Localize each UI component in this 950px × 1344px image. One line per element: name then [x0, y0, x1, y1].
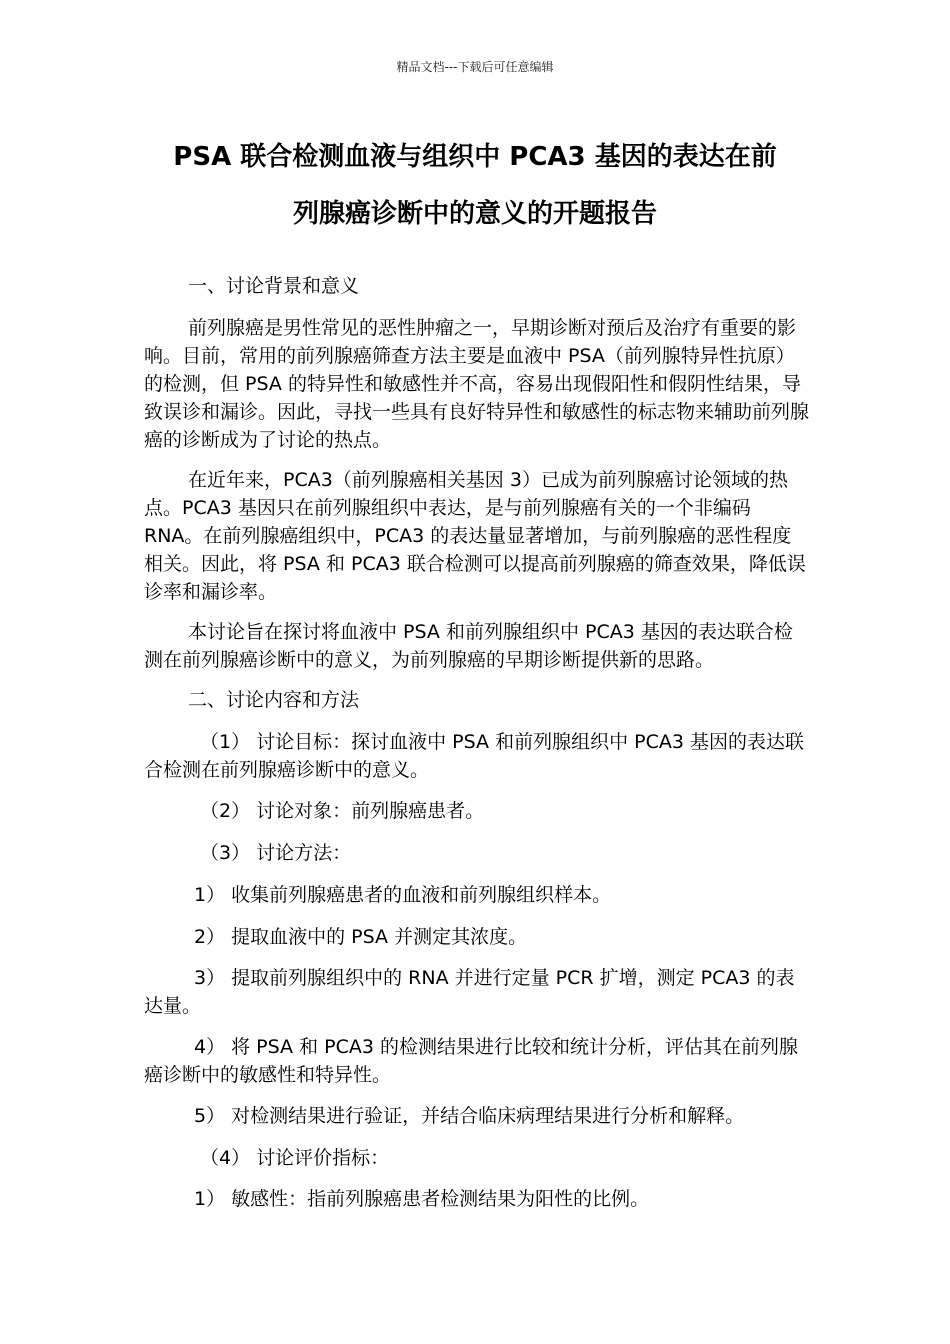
method-step-3: 3） 提取前列腺组织中的 RNA 并进行定量 PCR 扩增，测定 PCA3 的表达量。 [144, 967, 795, 1017]
section-1-paragraph-2: 在近年来，PCA3（前列腺癌相关基因 3）已成为前列腺癌讨论领域的热点。PCA3 基因只在前列腺组织中表达，是与前列腺癌有关的一个非编码 RNA。在前列腺癌组织中，PCA3 的表达量显著增加，与前列腺癌的恶性程度相关。因此，将 PSA 和 PCA3 联合检测可以提高前列腺癌的筛查效果，降低误诊率和漏诊率。 [144, 469, 806, 603]
section-1-paragraph-3: 本讨论旨在探讨将血液中 PSA 和前列腺组织中 PCA3 基因的表达联合检测在前列腺癌诊断中的意义，为前列腺癌的早期诊断提供新的思路。 [144, 621, 793, 671]
section-2-heading: 二、讨论内容和方法 [188, 689, 360, 711]
research-subject: （2） 讨论对象：前列腺癌患者。 [200, 800, 485, 822]
method-step-4: 4） 将 PSA 和 PCA3 的检测结果进行比较和统计分析，评估其在前列腺癌诊断中的敏感性和特异性。 [144, 1036, 798, 1086]
document-title-line-1: PSA 联合检测血液与组织中 PCA3 基因的表达在前 [173, 142, 777, 172]
section-1-heading: 一、讨论背景和意义 [188, 275, 360, 297]
research-goal: （1） 讨论目标：探讨血液中 PSA 和前列腺组织中 PCA3 基因的表达联合检测在前列腺癌诊断中的意义。 [144, 731, 804, 781]
page-header-note: 精品文档---下载后可任意编辑 [396, 60, 554, 74]
method-step-1: 1） 收集前列腺癌患者的血液和前列腺组织样本。 [194, 884, 612, 906]
method-heading: （3） 讨论方法： [200, 842, 352, 864]
method-step-2: 2） 提取血液中的 PSA 并测定其浓度。 [194, 926, 528, 948]
method-step-5: 5） 对检测结果进行验证，并结合临床病理结果进行分析和解释。 [194, 1105, 745, 1127]
section-1-paragraph-1: 前列腺癌是男性常见的恶性肿瘤之一，早期诊断对预后及治疗有重要的影响。目前，常用的前列腺癌筛查方法主要是血液中 PSA（前列腺特异性抗原）的检测，但 PSA 的特异性和敏感性并不高，容易出现假阳性和假阴性结果，导致误诊和漏诊。因此，寻找一些具有良好特异性和敏感性的标志物来辅助前列腺癌的诊断成为了讨论的热点。 [144, 317, 810, 451]
evaluation-item-1: 1） 敏感性：指前列腺癌患者检测结果为阳性的比例。 [194, 1188, 650, 1210]
evaluation-heading: （4） 讨论评价指标： [200, 1147, 390, 1169]
document-title-line-2: 列腺癌诊断中的意义的开题报告 [292, 199, 657, 229]
